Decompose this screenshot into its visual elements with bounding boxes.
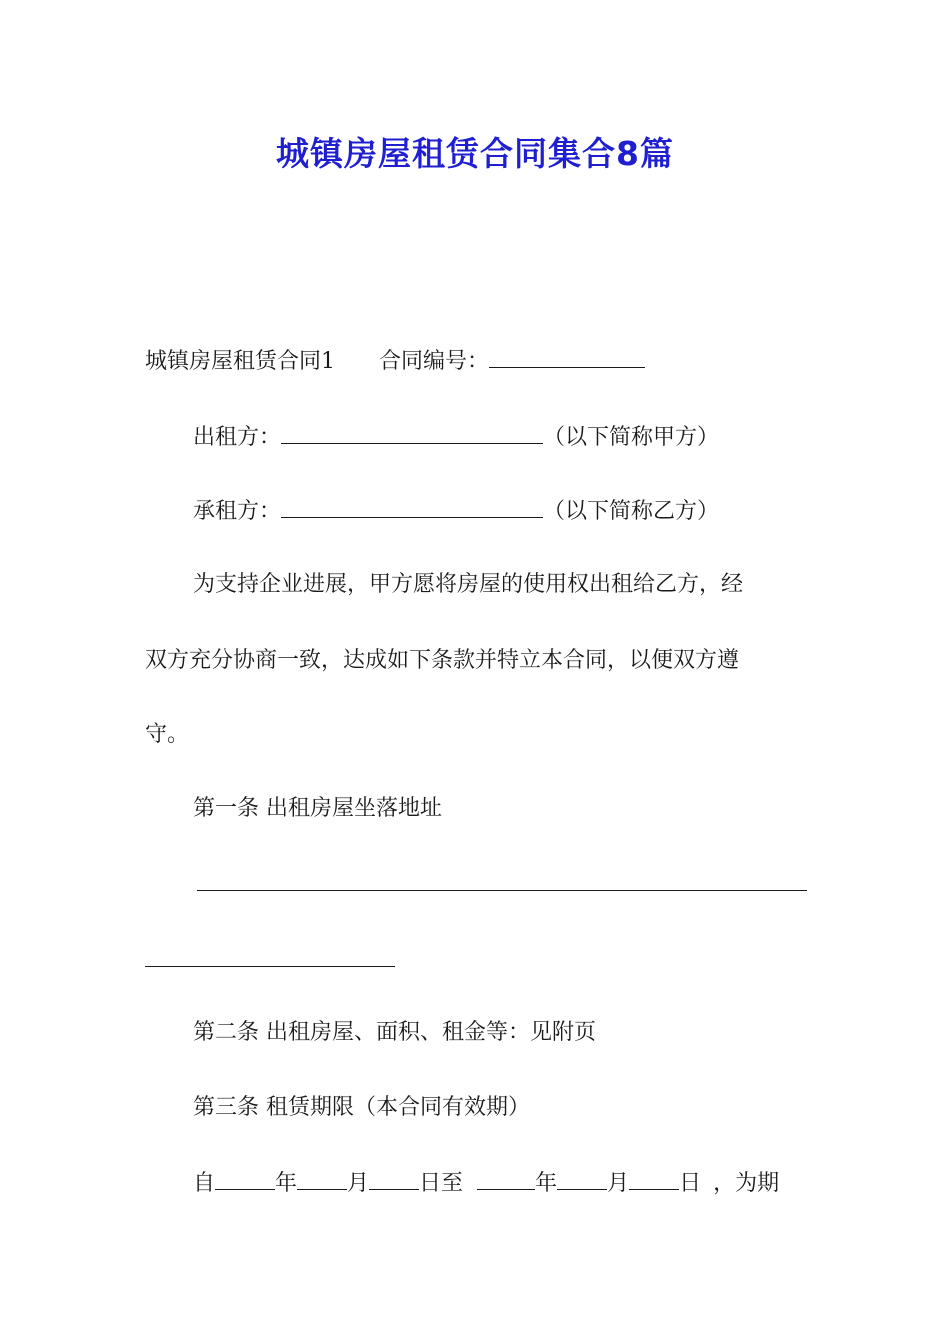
article-1: 第一条 出租房屋坐落地址	[193, 796, 442, 821]
end-year-blank	[477, 1167, 535, 1190]
lessor-suffix: （以下简称甲方）	[543, 425, 720, 450]
lessor-label: 出租方：	[193, 425, 282, 450]
contract-number-label: 合同编号：	[379, 349, 490, 374]
term-from: 自	[193, 1171, 216, 1196]
address-blank-line-2	[145, 966, 395, 967]
term-line	[193, 1167, 779, 1199]
contract-heading-line	[145, 345, 645, 377]
article-3: 第三条 租赁期限（本合同有效期）	[193, 1095, 530, 1120]
intro-line-2: 双方充分协商一致，达成如下条款并特立本合同，以便双方遵	[145, 648, 740, 673]
end-month-blank	[557, 1167, 607, 1190]
lessee-line	[193, 495, 719, 527]
intro-line-3: 守。	[145, 722, 190, 747]
term-month-2: 月	[607, 1171, 630, 1196]
lessor-blank	[281, 421, 543, 444]
term-year-1: 年	[275, 1171, 298, 1196]
lessee-suffix: （以下简称乙方）	[543, 499, 720, 524]
end-day-blank	[629, 1167, 679, 1190]
lessee-label: 承租方：	[193, 499, 282, 524]
term-year-2: 年	[535, 1171, 558, 1196]
start-month-blank	[297, 1167, 347, 1190]
term-day-1: 日至	[419, 1171, 464, 1196]
article-2: 第二条 出租房屋、面积、租金等：见附页	[193, 1020, 596, 1045]
term-day-2: 日	[679, 1171, 702, 1196]
intro-line-1: 为支持企业进展，甲方愿将房屋的使用权出租给乙方，经	[193, 572, 744, 597]
lessor-line	[193, 421, 719, 453]
contract-heading: 城镇房屋租赁合同1	[145, 349, 335, 374]
term-month-1: 月	[347, 1171, 370, 1196]
address-blank-line-1	[197, 890, 807, 891]
lessee-blank	[281, 495, 543, 518]
start-year-blank	[215, 1167, 275, 1190]
contract-number-blank	[489, 345, 645, 368]
start-day-blank	[369, 1167, 419, 1190]
document-title: 城镇房屋租赁合同集合8篇	[276, 134, 674, 173]
term-tail: ，为期	[713, 1171, 780, 1196]
